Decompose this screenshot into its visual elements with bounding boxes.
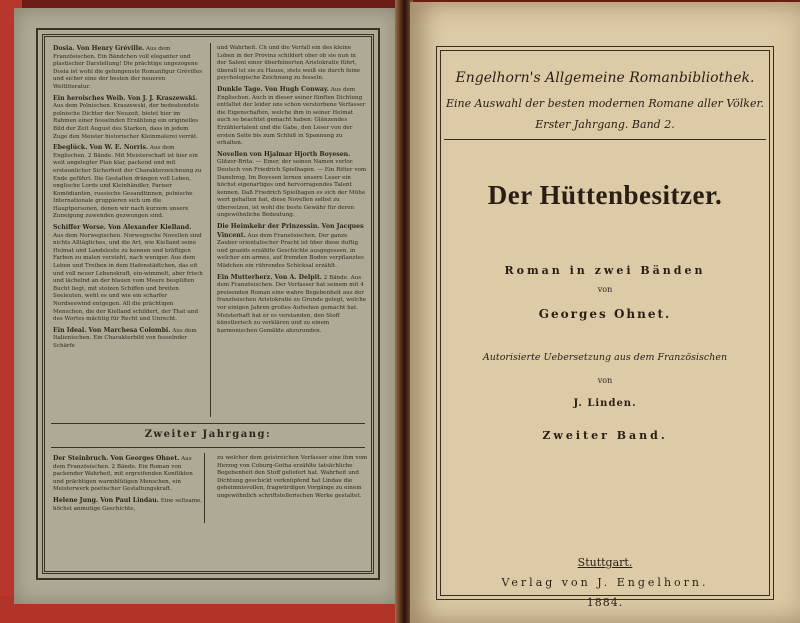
catalog-entry: [217, 86, 367, 148]
section-rule-bottom: [51, 447, 365, 448]
series-title: Engelhorn's Allgemeine Romanbibliothek.: [455, 70, 755, 86]
catalog-entry: [53, 455, 205, 494]
by-label: von: [597, 285, 613, 294]
catalog-entry-description: und Wahrheit. Ch und die Verfall ein des kleine Loben in der Provinz schildert ober ob sie nun in der Saloni einer überfeinerten Aristokratie führt, überall ist sie zu Hause, stets weiß sie durch feine psychologische Zeichnung zu fesseln.: [217, 45, 361, 82]
catalog-entry: [217, 455, 369, 501]
column-divider: [210, 43, 211, 417]
catalog-entry: [217, 151, 367, 220]
catalog-entry-description: Aus dem Englischen. Auch in dieser seiner fünften Dichtung entfaltet der leider uns schon verstorbene Verfasser die Eigenschaften, welche ihm in seiner Heimat auch so beachtet gemacht haben: Glänzendes Erzählertalent und die Gabe, den Leser von der ersten Seite bis zum Schluß in Spannung zu erhalten.: [217, 86, 366, 147]
catalog-entry: [217, 223, 367, 271]
catalog-column-right: [217, 45, 367, 338]
title-page-inner-frame: [440, 50, 770, 596]
catalog-entry-description: Aus dem Französischen. 2 Bände. Ein Roman von packender Wahrheit, mit ergreifenden Konflikten und prächtigen warmblütigen Menschen, ein Meisterwerk poetischer Gestaltungskraft.: [53, 456, 193, 493]
catalog-entry-description: Aus dem Französischen. Der ganze Zauber orientalischer Pracht ist über diese duftig und graziös erzählte Geschichte ausgegossen, in welcher ein armes, auf fremden Boden verpflanztes Mädchen ein rührendes Schicksal erzählt.: [217, 232, 364, 270]
catalog-column-left: [53, 45, 203, 354]
catalog-entry-title: Novellen von Hjalmar Hjorth Boyesen.: [217, 150, 351, 158]
catalog-entry-title: Ebeglück. Von W. E. Norris.: [53, 144, 149, 152]
second-year-column-right: [217, 455, 369, 504]
left-page-frame: [36, 28, 380, 580]
volume-label: Zweiter Band.: [542, 429, 668, 442]
publication-year: 1884.: [586, 596, 624, 609]
translation-note: Autorisierte Uebersetzung aus dem Französischen: [482, 352, 728, 363]
left-page: [14, 8, 398, 604]
catalog-entry-description: Aus dem Polnischen. Kraszewski, der bedeutendste polnische Dichter der Neuzeit, bietet hier im Rahmen einer fesselnden Erzählung ein originelles Bild der Zeit August des Starken, dass in jedem Zuge den Meister historischer Kleinmalerei verrät.: [53, 103, 200, 140]
catalog-entry: [53, 327, 203, 351]
second-year-column-left: [53, 455, 205, 516]
catalog-entry-title: Helene Jung. Von Paul Lindau.: [53, 496, 159, 504]
section-rule-top: [51, 423, 365, 424]
catalog-entry-title: Ein heroisches Weib. Von J. J. Kraszewski.: [53, 94, 198, 102]
catalog-entry-title: Schiffer Worse. Von Alexander Kielland.: [53, 224, 192, 232]
catalog-entry: [53, 224, 203, 324]
catalog-entry-description: zu welcher dem geistreichen Verfasser eine ihm vom Herzog von Coburg-Gotha erzählte tatsächliche Begebenheit den Stoff geliefert hat. Wahrheit und Dichtung geschickt verknüpfend hat Lindau die geheimnisvollen, fragwürdigen Vorgänge zu einem ungewöhnlich schriftstellerischen Werke gestaltet.: [217, 455, 368, 499]
series-volume: Erster Jahrgang. Band 2.: [535, 118, 675, 131]
catalog-entry-description: Aus dem Englischen. 2 Bände. Mit Meisterschaft ist hier ein weit angelegter Plan klar, packend und mit erstaunlicher Sicherheit der Charakterzeichnung zu Ende geführt. Die Gestalten drängen voll Leben, englische Lords und Kleinhändler, Pariser Komödianten, russische Gesandtinnen, polnische Internationale gruppieren sich um die Hauptpersonen, denen wir nach kurzem unsere Zuneigung zuwenden gezwungen sind.: [53, 145, 202, 220]
catalog-entry: [217, 274, 367, 336]
translator-by-label: von: [597, 376, 613, 385]
catalog-entry-description: 2 Bände. Aus dem Französischen. Der Verfasser hat seinem mit 4 preisenden Roman eine wahre Begebenheit aus der französischen Aristokratie zu Grunde gelegt, welche vor einigen Jahren großes Aufsehen gemacht hat. Meisterhaft hat er es verstanden, den Stoff künstlerisch zu verklären und zu einem harmonischen Gemälde abzurunden.: [217, 274, 367, 334]
catalog-entry-title: Dunkle Tage. Von Hugh Conway.: [217, 85, 329, 93]
catalog-entry-description: Eine seltsame, höchst anmutige Geschichte,: [53, 497, 203, 512]
catalog-entry-title: Ein Ideal. Von Marchesa Colombi.: [53, 326, 171, 334]
catalog-entry-title: Die Heimkehr der Prinzessin. Von Jacques Vincent.: [217, 223, 364, 239]
series-separator: [444, 139, 766, 140]
second-year-heading: Zweiter Jahrgang:: [144, 429, 272, 440]
book-subtitle: Roman in zwei Bänden: [504, 264, 706, 277]
catalog-entry-title: Ein Mutterherz. Von A. Delpit.: [217, 273, 322, 281]
catalog-entry-description: Glitzer-Brita. — Einer, der seinen Namen verlor. Deutsch von Friedrich Spielhagen. — Ein Ritter vom Danebrog. Im Boyesen lernen unsere Leser ein höchst eigenartiges und hervorragendes Talent kennen. Daß Friedrich Spielhagen es sich der Mühe wert gehalten hat, diese Novellen selbst zu übersetzen, ist wohl die beste Gewähr für deren ungewöhnliche Bedeutung.: [217, 159, 367, 219]
catalog-entry-description: Aus dem Italienischen. Ein Charakterbild von fesselnder Schärfe: [53, 327, 197, 349]
catalog-entry-description: Aus dem Norwegischen. Norwegische Novellen sind nichts Alltägliches, und die Art, wie Kielland seine Heimat und Landsleute zu kennen und kräftigen Farben zu malen versteht, nach weniger. Aus dem Leben und Treiben in dem Hafenstädtchen, das eit und voll neuer Lebenskraft, ein-wimmelt, aber frisch und lächelnd an der blauen vom Meere bespülten Bucht liegt, mit stolzen Schiffen und breiten Seeleuten, weht es und wie ein scharfer Nordseewind entgegen. All die prächtigen Menschen, die der Kielland schildert, der That und des Wortes mächtig für Recht und Unrecht.: [53, 232, 203, 323]
catalog-entry: [53, 144, 203, 221]
catalog-entry: [53, 95, 203, 142]
publisher: Verlag von J. Engelhorn.: [501, 576, 709, 589]
publication-place: Stuttgart.: [577, 556, 633, 569]
translator-name: J. Linden.: [573, 398, 637, 409]
second-year-entries: [53, 455, 368, 545]
author-name: Georges Ohnet.: [538, 307, 672, 321]
catalog-entry: [53, 497, 205, 513]
catalog-entry: [53, 45, 203, 92]
left-page-inner-frame: [42, 34, 374, 574]
catalog-entry: [217, 45, 367, 83]
catalog-entry-title: Dosia. Von Henry Gréville.: [53, 45, 145, 52]
title-page: [410, 2, 800, 623]
book-title: Der Hüttenbesitzer.: [487, 180, 723, 210]
catalog-entry-description: Aus dem Französischen. Ein Bändchen voll eleganter und plastischer Darstellung! Die prächtige ungezogene Dosia ist wohl die gelungenste Romanfigur Grévilles und sicher eine der besten der neueren Weltliteratur.: [53, 46, 203, 90]
catalog-entry-title: Der Steinbruch. Von Georges Ohnet.: [53, 455, 180, 462]
series-subtitle: Eine Auswahl der besten modernen Romane aller Völker.: [445, 97, 765, 110]
